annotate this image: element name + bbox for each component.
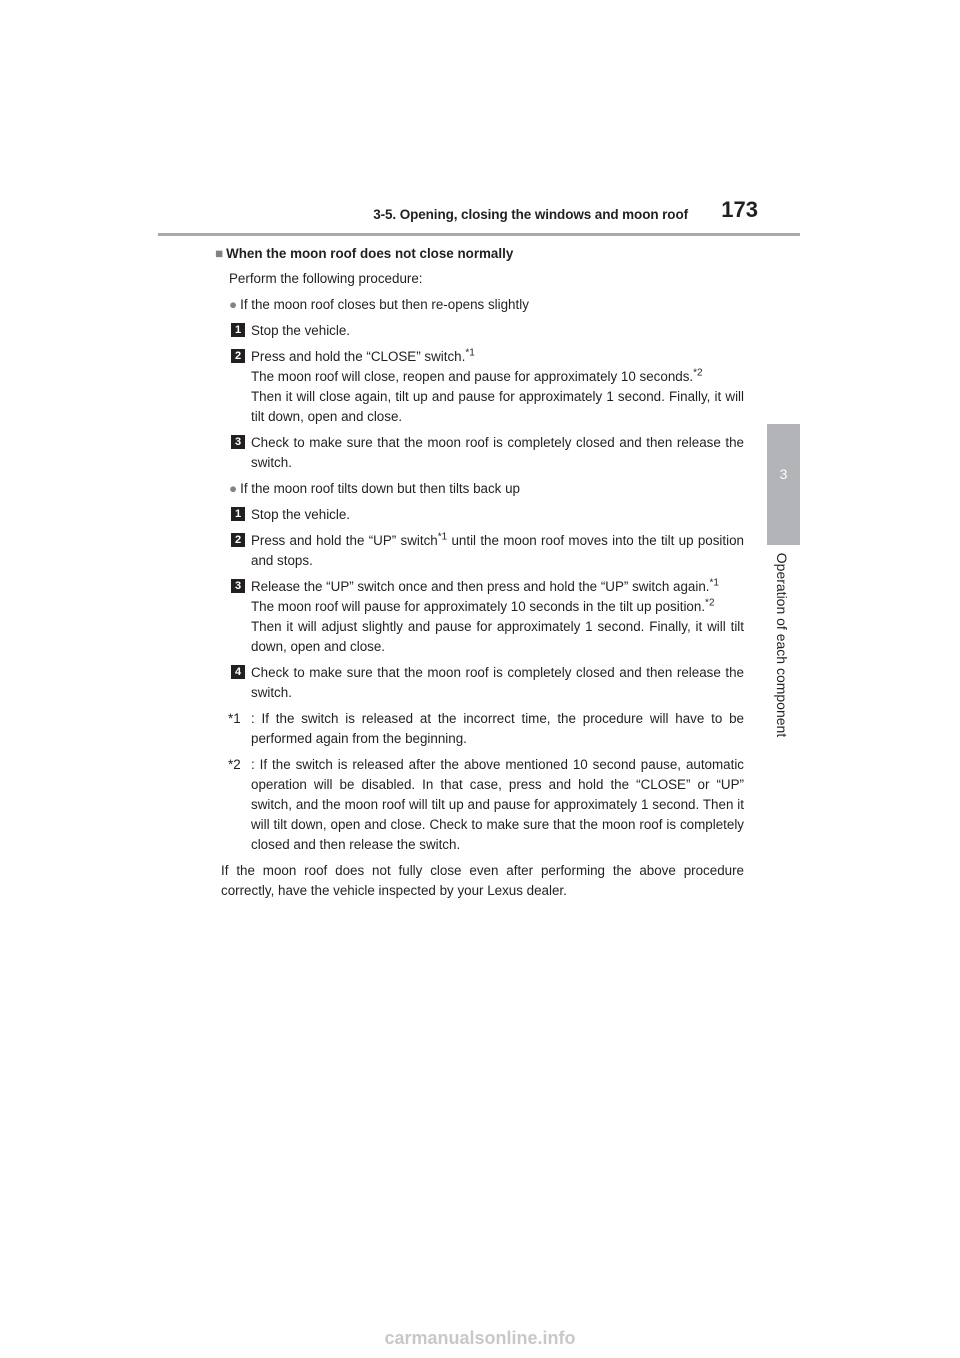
page-content	[215, 244, 744, 901]
page-number: 173	[721, 197, 758, 222]
step-number-badge: 2	[231, 349, 245, 363]
header-rule	[158, 233, 800, 236]
case2-heading: ● If the moon roof tilts down but then tilts back up	[229, 481, 520, 496]
footnote-mark: *1	[228, 711, 241, 726]
step-text: Press and hold the “CLOSE” switch.	[251, 349, 466, 364]
intro-text: Perform the following procedure:	[229, 271, 423, 286]
header-title: 3-5. Opening, closing the windows and moon roof	[373, 207, 688, 222]
step-text: Then it will adjust slightly and pause for approximately 1 second. Finally, it will tilt down, open and close.	[251, 619, 744, 654]
footnote-ref: *1	[437, 531, 448, 543]
case1-heading: ● If the moon roof closes but then re-opens slightly	[229, 297, 529, 312]
step-text: Then it will close again, tilt up and pause for approximately 1 second. Finally, it will tilt down, open and close.	[251, 389, 744, 424]
section-heading: ■ When the moon roof does not close normally	[215, 246, 514, 261]
list-item	[222, 321, 744, 341]
step-text: Stop the vehicle.	[251, 507, 351, 522]
step-text: Release the “UP” switch once and then press and hold the “UP” switch again.	[251, 579, 710, 594]
step-text: Check to make sure that the moon roof is completely closed and then release the switch.	[251, 665, 744, 700]
footnote-ref: *2	[693, 367, 703, 379]
step-text: Stop the vehicle.	[251, 323, 351, 338]
list-item	[222, 531, 744, 571]
step-number-badge: 2	[231, 533, 245, 547]
chapter-label-text: Operation of each component	[774, 552, 790, 738]
step-number-badge: 3	[231, 435, 245, 449]
watermark: carmanualsonline.info	[384, 1328, 576, 1348]
circle-bullet-icon: ●	[229, 481, 238, 496]
case2-steps	[222, 505, 744, 703]
footnote-2	[222, 755, 744, 855]
footnote-mark: *2	[228, 757, 241, 772]
square-bullet-icon: ■	[215, 246, 224, 261]
footnote-1	[222, 709, 744, 749]
footnote-text: : If the switch is released after the above mentioned 10 second pause, automatic operation will be disabled. In that case, press and hold the “CLOSE” or “UP” switch, and the moon roof will tilt up and pause for approximately 1 second. Then it will tilt down, open and close. Check to make sure that the moon roof is completely closed and then release the switch.	[251, 757, 744, 852]
step-number-badge: 1	[231, 323, 245, 337]
step-number-badge: 4	[231, 665, 245, 679]
list-item	[222, 663, 744, 703]
step-text: Check to make sure that the moon roof is completely closed and then release the switch.	[251, 435, 744, 470]
footnote-ref: *1	[709, 577, 719, 589]
case1-steps	[222, 321, 744, 473]
step-text: until the moon roof moves into the tilt up position and stops.	[251, 533, 744, 568]
chapter-tab	[767, 424, 800, 545]
step-text: Press and hold the “UP” switch	[251, 533, 438, 548]
list-item	[222, 577, 744, 657]
circle-bullet-icon: ●	[229, 297, 238, 312]
step-number-badge: 1	[231, 507, 245, 521]
chapter-label	[762, 545, 802, 745]
footnote-ref: *2	[705, 597, 715, 609]
step-number-badge: 3	[231, 579, 245, 593]
list-item	[222, 433, 744, 473]
closing-paragraph: If the moon roof does not fully close even after performing the above procedure correctly, have the vehicle inspected by your Lexus dealer.	[221, 863, 744, 898]
chapter-tab-number: 3	[779, 466, 788, 482]
step-text: The moon roof will pause for approximately 10 seconds in the tilt up position.	[251, 599, 706, 614]
step-text: The moon roof will close, reopen and pause for approximately 10 seconds.	[251, 369, 694, 384]
page-header	[158, 196, 800, 236]
list-item	[222, 347, 744, 427]
footnote-text: : If the switch is released at the incorrect time, the procedure will have to be performed again from the beginning.	[251, 711, 744, 746]
footnote-ref: *1	[465, 347, 475, 359]
list-item	[222, 505, 744, 525]
